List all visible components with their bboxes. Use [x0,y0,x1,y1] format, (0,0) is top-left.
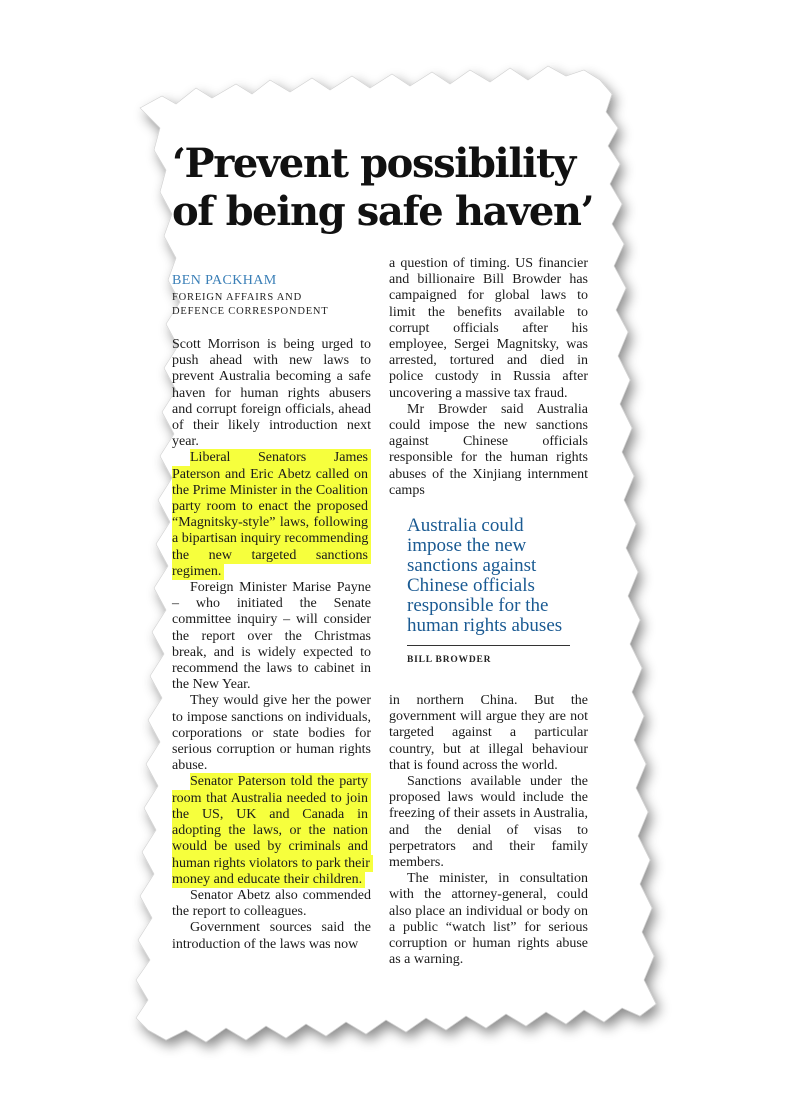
pull-quote-rule [407,645,570,646]
article-column-2-bottom [389,693,588,968]
author-role-line-2: DEFENCE CORRESPONDENT [172,306,329,317]
author-role-line-1: FOREIGN AFFAIRS AND [172,292,302,303]
pull-quote-attribution: BILL BROWDER [407,655,492,665]
paragraph: a question of timing. US financier and billionaire Bill Browder has campaigned for global laws to limit the benefits available to corrupt officials after his employee, Sergei Magnitsky, was arrested, tortured and died in police custody in Russia after uncovering a massive tax fraud. [389,256,588,401]
headline [172,140,612,236]
highlighted-text: Senator Paterson told the party room that Australia needed to join the US, UK and Canada in adopting the laws, or the nation would be used by criminals and human rights violators to park their money and educate their children. [172,773,373,887]
paragraph-highlighted [172,450,371,580]
paragraph: Sanctions available under the proposed laws would include the freezing of their assets in Australia, and the denial of visas to perpetrators and their family members. [389,774,588,871]
author-role [172,291,382,319]
paragraph: in northern China. But the government will argue they are not targeted against a particular country, but at illegal behaviour that is found across the world. [389,693,588,773]
paragraph: Mr Browder said Australia could impose the new sanctions against Chinese officials responsible for the human rights abuses of the Xinjiang internment camps [389,401,588,498]
paragraph: Senator Abetz also commended the report to colleagues. [172,887,371,920]
paragraph: They would give her the power to impose sanctions on individuals, corporations or state bodies for serious corruption or human rights abuse. [172,693,371,774]
byline: BEN PACKHAM [172,273,277,288]
paragraph: Scott Morrison is being urged to push ahead with new laws to prevent Australia becoming a safe haven for human rights abusers and corrupt foreign officials, ahead of their likely introduction next year. [172,337,371,450]
paragraph: The minister, in consultation with the attorney-general, could also place an individual or body on a public “watch list” for serious corruption or human rights abuse as a warning. [389,871,588,968]
article-column-1 [172,337,371,953]
highlighted-text: Liberal Senators James Paterson and Eric Abetz called on the Prime Minister in the Coalition party room to enact the proposed “Magnitsky-style” laws, following a bipartisan inquiry recommending the new targeted sanctions regimen. [172,449,371,579]
paragraph: Government sources said the introduction of the laws was now [172,920,371,952]
article-column-2-top [389,256,588,499]
headline-line-2: of being safe haven’ [172,188,594,235]
paragraph-highlighted [172,774,371,887]
paragraph: Foreign Minister Marise Payne – who initiated the Senate committee inquiry – will consider the report over the Christmas break, and is widely expected to recommend the laws to cabinet in the New Year. [172,580,371,693]
pull-quote: Australia could impose the new sanctions against Chinese officials responsible for the human rights abuses [407,515,563,636]
headline-line-1: ‘Prevent possibility [172,140,575,187]
